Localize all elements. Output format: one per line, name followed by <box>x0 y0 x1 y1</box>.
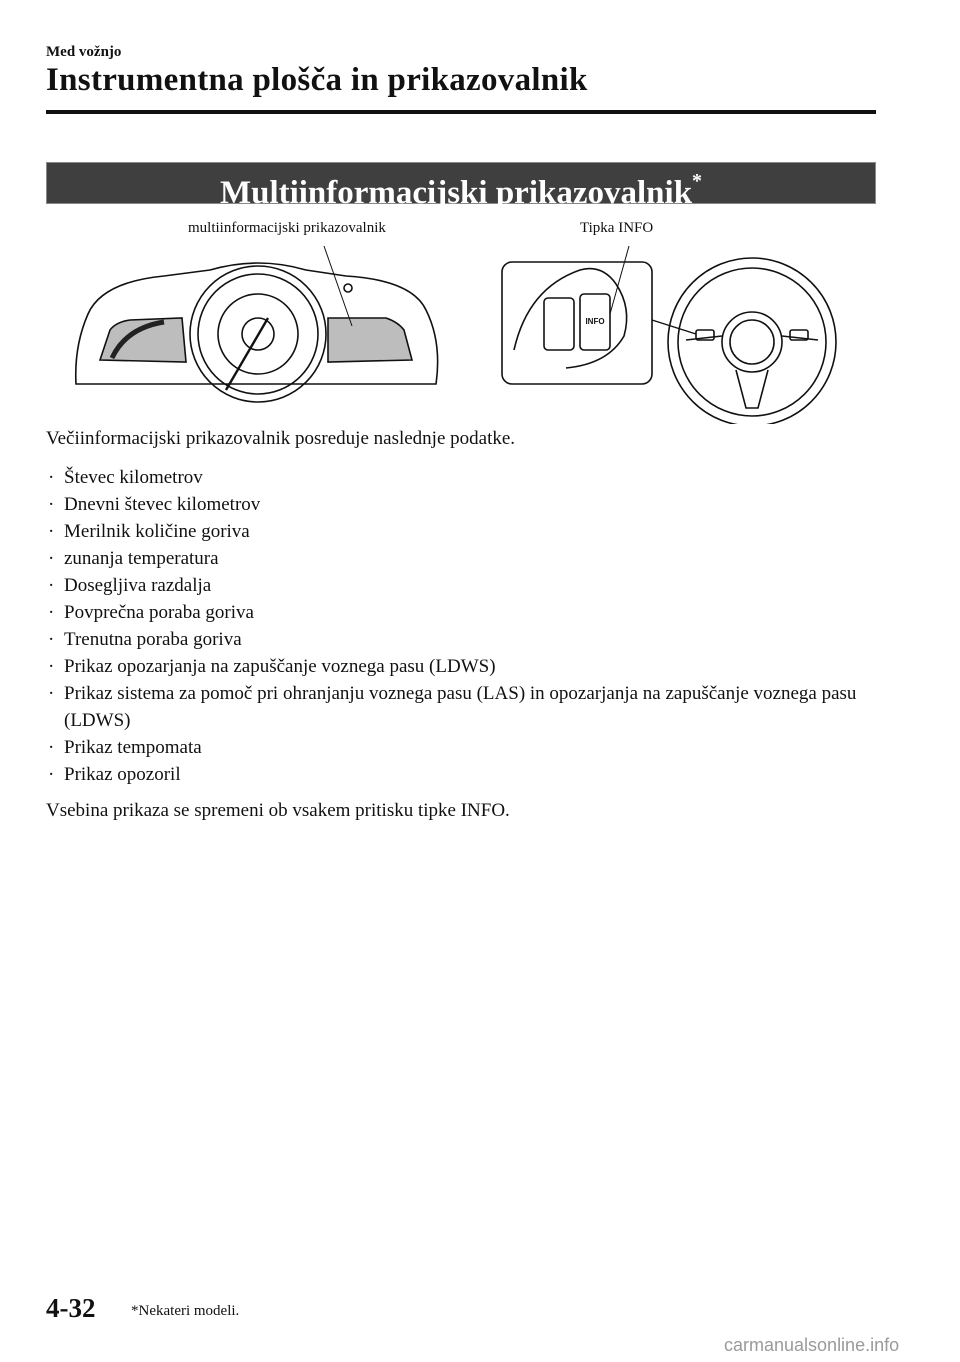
list-bullet: · <box>48 737 55 758</box>
list-item <box>48 572 888 599</box>
list-item-text: Prikaz tempomata <box>64 737 202 758</box>
list-bullet: · <box>48 575 55 596</box>
list-item <box>48 761 888 788</box>
list-item <box>48 491 888 518</box>
callout-info-button-label: Tipka INFO <box>580 220 654 236</box>
list-item-text: Števec kilometrov <box>64 467 203 488</box>
list-bullet: · <box>48 629 55 650</box>
chapter-title: Instrumentna plošča in prikazovalnik <box>46 62 588 98</box>
banner-asterisk: * <box>692 170 703 192</box>
list-bullet: · <box>48 494 55 515</box>
chapter-rule <box>46 110 876 114</box>
list-item <box>48 599 888 626</box>
intro-paragraph: Večiinformacijski prikazovalnik posreduje naslednje podatke. <box>46 428 516 449</box>
list-bullet: · <box>48 548 55 569</box>
list-bullet: · <box>48 683 55 704</box>
feature-list <box>48 464 888 788</box>
list-bullet: · <box>48 467 55 488</box>
steering-wheel-illustration <box>668 258 836 424</box>
page-number: 4-32 <box>46 1293 96 1323</box>
banner-title: Multiinformacijski prikazovalnik <box>219 175 693 211</box>
list-item-text: Povprečna poraba goriva <box>64 602 254 623</box>
footnote: *Nekateri modeli. <box>131 1303 240 1319</box>
info-button-label: INFO <box>585 317 605 326</box>
list-bullet: · <box>48 764 55 785</box>
list-item <box>48 464 888 491</box>
watermark: carmanualsonline.info <box>724 1335 900 1355</box>
section-banner <box>46 162 876 211</box>
list-item-text: Prikaz opozoril <box>64 764 181 785</box>
list-bullet: · <box>48 656 55 677</box>
steering-controls-illustration <box>502 246 696 384</box>
list-item <box>48 653 888 680</box>
list-item-text: Merilnik količine goriva <box>64 521 250 542</box>
list-item-text: Prikaz opozarjanja na zapuščanje voznega pasu (LDWS) <box>64 656 496 677</box>
list-item-text: zunanja temperatura <box>64 548 219 569</box>
callout-display-label: multiinformacijski prikazovalnik <box>188 220 386 236</box>
list-item <box>48 545 888 572</box>
closing-paragraph: Vsebina prikaza se spremeni ob vsakem pritisku tipke INFO. <box>46 800 510 821</box>
list-bullet: · <box>48 521 55 542</box>
list-item <box>48 680 888 734</box>
list-item <box>48 518 888 545</box>
section-label: Med vožnjo <box>46 44 122 60</box>
list-item-text: Dosegljiva razdalja <box>64 575 212 596</box>
instrument-figure <box>46 212 886 424</box>
instrument-illustration <box>46 212 886 424</box>
list-item-text: Prikaz sistema za pomoč pri ohranjanju voznega pasu (LAS) in opozarjanja na zapuščanje voznega pasu (LDWS) <box>64 683 857 731</box>
list-item-text: Dnevni števec kilometrov <box>64 494 261 515</box>
list-bullet: · <box>48 602 55 623</box>
instrument-cluster-illustration <box>76 246 438 402</box>
list-item-text: Trenutna poraba goriva <box>64 629 242 650</box>
list-item <box>48 626 888 653</box>
list-item <box>48 734 888 761</box>
